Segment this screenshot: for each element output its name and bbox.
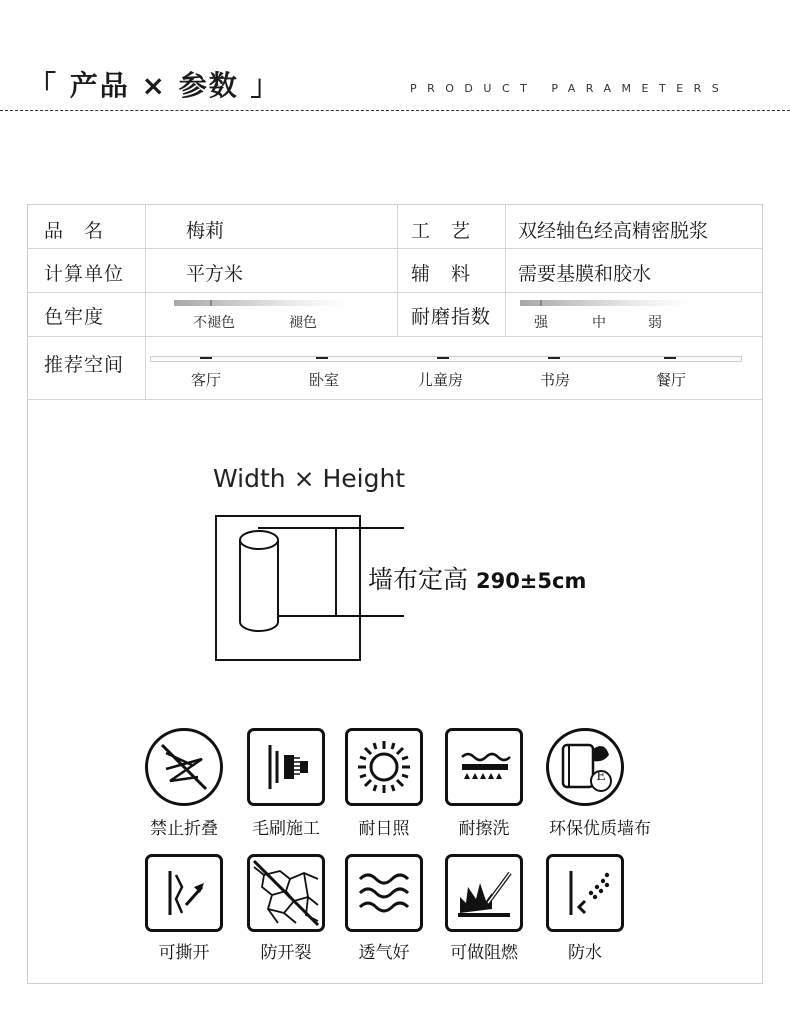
- spec-value-name: 梅莉: [186, 220, 225, 242]
- colorfastness-scale-high: 褪色: [289, 315, 317, 331]
- space-marker: [664, 357, 676, 359]
- spec-label-space: 推荐空间: [44, 354, 125, 376]
- spec-value-unit: 平方米: [186, 263, 244, 285]
- table-divider: [145, 205, 146, 336]
- abrasion-scale-weak: 弱: [648, 315, 662, 331]
- space-marker: [200, 357, 212, 359]
- waterproof-icon: [546, 854, 624, 932]
- space-marker: [548, 357, 560, 359]
- feature-label-flame: 可做阻燃: [450, 943, 518, 963]
- spec-label-auxiliary: 辅 料: [411, 263, 472, 285]
- spec-label-abrasion: 耐磨指数: [411, 306, 492, 328]
- feature-label-brush: 毛刷施工: [252, 819, 320, 839]
- feature-label-crack: 防开裂: [260, 943, 312, 963]
- space-dining-room: 餐厅: [656, 371, 687, 389]
- header-divider: [0, 110, 790, 111]
- abrasion-scale-bar: [520, 300, 688, 306]
- table-divider: [28, 336, 762, 337]
- table-divider: [145, 336, 146, 399]
- tear-icon: [145, 854, 223, 932]
- table-divider: [397, 205, 398, 336]
- feature-label-sun: 耐日照: [358, 819, 410, 839]
- spec-label-unit: 计算单位: [44, 263, 125, 285]
- dimension-value: 290±5cm: [475, 569, 587, 593]
- eco-roll-icon: [546, 728, 624, 806]
- scrub-icon: [445, 728, 523, 806]
- abrasion-scale-strong: 强: [534, 315, 548, 331]
- space-marker: [437, 357, 449, 359]
- feature-label-scrub: 耐擦洗: [458, 819, 510, 839]
- section-subtitle: PRODUCT PARAMETERS: [410, 82, 730, 95]
- breathable-icon: [345, 854, 423, 932]
- table-divider: [28, 248, 762, 249]
- space-bedroom: 卧室: [309, 371, 340, 389]
- dimension-title: Width × Height: [213, 464, 406, 493]
- dimension-label-text: 墙布定高: [368, 565, 469, 594]
- feature-label-tear: 可撕开: [158, 943, 210, 963]
- crack-icon: [247, 854, 325, 932]
- eco-mark: E: [596, 769, 606, 784]
- feature-label-waterproof: 防水: [568, 943, 602, 963]
- dimension-label: [368, 560, 586, 596]
- space-marker: [316, 357, 328, 359]
- colorfastness-scale-low: 不褪色: [193, 315, 235, 331]
- space-living-room: 客厅: [191, 371, 222, 389]
- table-divider: [505, 205, 506, 336]
- section-title: 「 产品 × 参数 」: [28, 69, 281, 102]
- spec-label-colorfastness: 色牢度: [44, 306, 105, 328]
- abrasion-scale-medium: 中: [592, 315, 606, 331]
- feature-label-eco: 环保优质墙布: [549, 819, 651, 839]
- feature-label-breathable: 透气好: [358, 943, 410, 963]
- no-fold-icon: [145, 728, 223, 806]
- flame-icon: [445, 854, 523, 932]
- feature-label-no-fold: 禁止折叠: [150, 819, 218, 839]
- spec-value-auxiliary: 需要基膜和胶水: [518, 263, 652, 285]
- brush-icon: [247, 728, 325, 806]
- sun-icon: [345, 728, 423, 806]
- space-kids-room: 儿童房: [418, 371, 464, 389]
- table-divider: [28, 399, 762, 400]
- spec-label-craft: 工 艺: [411, 220, 472, 242]
- table-divider: [28, 292, 762, 293]
- spec-value-craft: 双经轴色经高精密脱浆: [518, 220, 709, 242]
- spec-label-name: 品 名: [44, 220, 105, 242]
- colorfastness-scale-bar: [174, 300, 346, 306]
- abrasion-marker: [540, 300, 542, 306]
- colorfastness-marker: [210, 300, 212, 306]
- space-study: 书房: [540, 371, 571, 389]
